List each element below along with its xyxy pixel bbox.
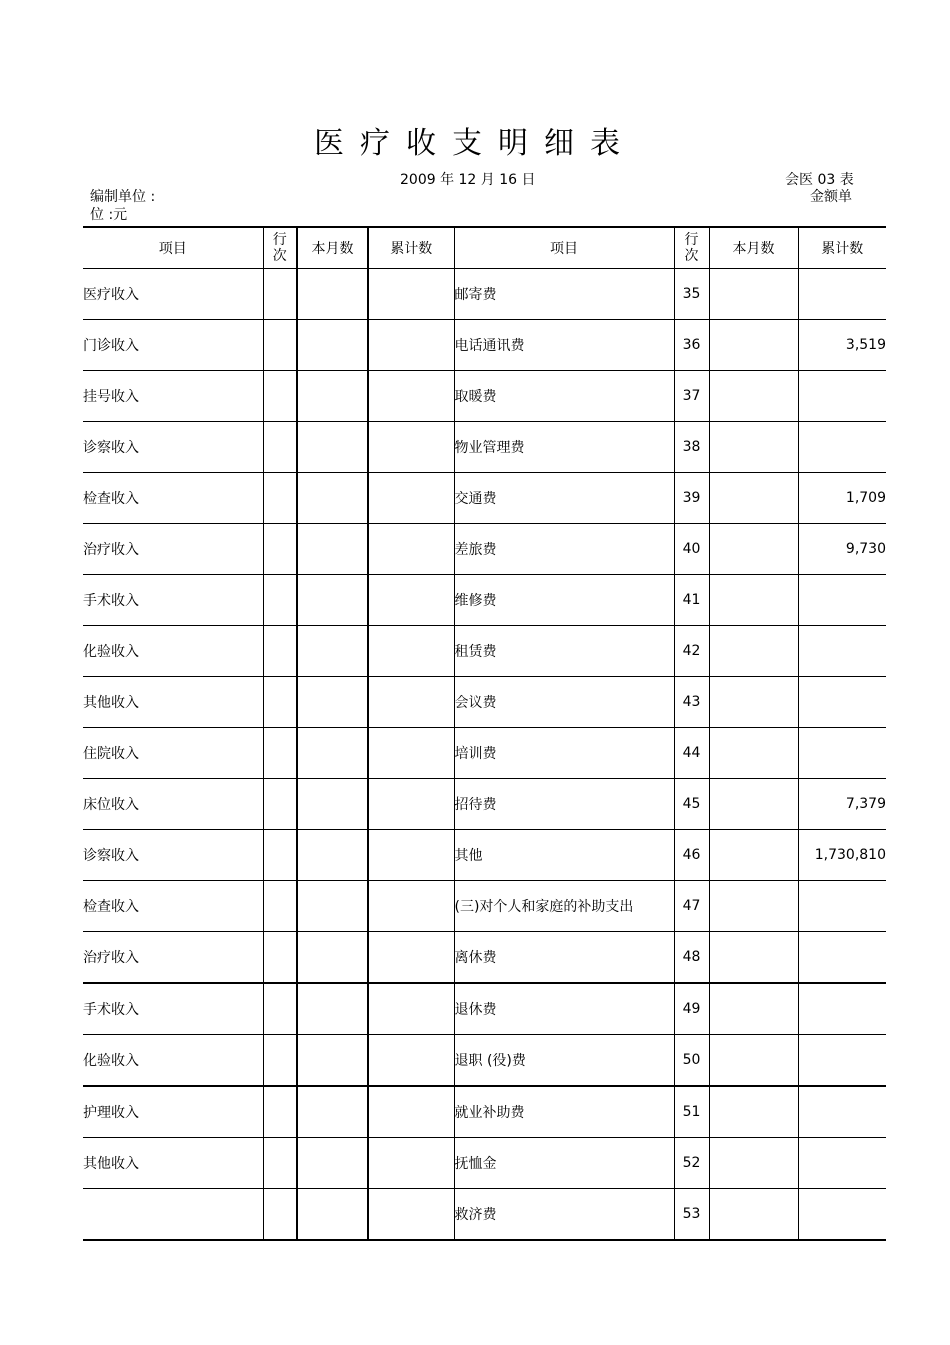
- income-expense-table: [83, 226, 886, 1241]
- table-row: [83, 320, 886, 371]
- right-this-month-cell: [709, 371, 798, 422]
- left-this-month-cell: [297, 473, 368, 524]
- table-row: [83, 371, 886, 422]
- right-row-no-cell: 43: [674, 677, 709, 728]
- left-this-month-cell: [297, 626, 368, 677]
- left-cumulative-cell: [368, 575, 454, 626]
- right-item-cell: 就业补助费: [454, 1086, 674, 1138]
- right-this-month-cell: [709, 677, 798, 728]
- right-row-no-cell: 47: [674, 881, 709, 932]
- right-cumulative-cell: [798, 422, 886, 473]
- right-cumulative-cell: 3,519: [798, 320, 886, 371]
- left-row-no-cell: [263, 728, 297, 779]
- table-row: [83, 830, 886, 881]
- col-header-this-month: 本月数: [297, 227, 368, 269]
- left-item-cell: 检查收入: [83, 473, 263, 524]
- col-header-row-no: [263, 227, 297, 269]
- right-item-cell: 取暖费: [454, 371, 674, 422]
- table-row: [83, 983, 886, 1035]
- col-header-this-month-2: 本月数: [709, 227, 798, 269]
- right-item-cell: 差旅费: [454, 524, 674, 575]
- left-item-cell: 化验收入: [83, 1035, 263, 1087]
- right-cumulative-cell: [798, 1035, 886, 1087]
- left-row-no-cell: [263, 524, 297, 575]
- left-item-cell: 床位收入: [83, 779, 263, 830]
- left-cumulative-cell: [368, 371, 454, 422]
- right-cumulative-cell: [798, 677, 886, 728]
- right-row-no-cell: 51: [674, 1086, 709, 1138]
- right-item-cell: 其他: [454, 830, 674, 881]
- left-cumulative-cell: [368, 677, 454, 728]
- right-cumulative-cell: [798, 626, 886, 677]
- left-item-cell: 住院收入: [83, 728, 263, 779]
- right-this-month-cell: [709, 1189, 798, 1241]
- left-row-no-cell: [263, 1035, 297, 1087]
- left-item-cell: 手术收入: [83, 983, 263, 1035]
- right-item-cell: 招待费: [454, 779, 674, 830]
- left-this-month-cell: [297, 371, 368, 422]
- left-item-cell: 手术收入: [83, 575, 263, 626]
- left-item-cell: 化验收入: [83, 626, 263, 677]
- left-this-month-cell: [297, 1086, 368, 1138]
- left-this-month-cell: [297, 269, 368, 320]
- right-row-no-cell: 52: [674, 1138, 709, 1189]
- col-header-row-no-b: [674, 227, 709, 269]
- left-item-cell: 其他收入: [83, 677, 263, 728]
- col-header-row-no-1: 行: [272, 232, 287, 248]
- right-this-month-cell: [709, 1086, 798, 1138]
- right-row-no-cell: 46: [674, 830, 709, 881]
- left-cumulative-cell: [368, 779, 454, 830]
- right-cumulative-cell: [798, 1189, 886, 1241]
- left-row-no-cell: [263, 830, 297, 881]
- left-item-cell: 其他收入: [83, 1138, 263, 1189]
- left-row-no-cell: [263, 575, 297, 626]
- right-row-no-cell: 42: [674, 626, 709, 677]
- right-this-month-cell: [709, 830, 798, 881]
- left-cumulative-cell: [368, 626, 454, 677]
- right-cumulative-cell: [798, 269, 886, 320]
- left-row-no-cell: [263, 932, 297, 984]
- right-item-cell: 租赁费: [454, 626, 674, 677]
- table-row: [83, 575, 886, 626]
- col-header-item: 项目: [83, 227, 263, 269]
- left-this-month-cell: [297, 830, 368, 881]
- left-this-month-cell: [297, 779, 368, 830]
- right-cumulative-cell: [798, 575, 886, 626]
- currency-unit-label: 金额单: [810, 189, 852, 205]
- right-row-no-cell: 48: [674, 932, 709, 984]
- right-item-cell: 抚恤金: [454, 1138, 674, 1189]
- left-row-no-cell: [263, 983, 297, 1035]
- left-cumulative-cell: [368, 524, 454, 575]
- right-cumulative-cell: 7,379: [798, 779, 886, 830]
- right-cumulative-cell: [798, 881, 886, 932]
- right-row-no-cell: 53: [674, 1189, 709, 1241]
- col-header-row-no-2: 次: [272, 248, 287, 264]
- right-cumulative-cell: [798, 371, 886, 422]
- report-date: 2009 年 12 月 16 日: [400, 172, 536, 188]
- right-item-cell: 退职 (役)费: [454, 1035, 674, 1087]
- left-this-month-cell: [297, 422, 368, 473]
- left-item-cell: 门诊收入: [83, 320, 263, 371]
- table-row: [83, 932, 886, 984]
- right-item-cell: 维修费: [454, 575, 674, 626]
- left-row-no-cell: [263, 1189, 297, 1241]
- left-cumulative-cell: [368, 1035, 454, 1087]
- left-cumulative-cell: [368, 320, 454, 371]
- right-this-month-cell: [709, 626, 798, 677]
- left-row-no-cell: [263, 779, 297, 830]
- left-row-no-cell: [263, 1138, 297, 1189]
- right-item-cell: 退休费: [454, 983, 674, 1035]
- table-row: [83, 677, 886, 728]
- right-this-month-cell: [709, 1138, 798, 1189]
- right-item-cell: 交通费: [454, 473, 674, 524]
- right-item-cell: 会议费: [454, 677, 674, 728]
- left-this-month-cell: [297, 524, 368, 575]
- left-row-no-cell: [263, 422, 297, 473]
- left-item-cell: 治疗收入: [83, 524, 263, 575]
- left-cumulative-cell: [368, 473, 454, 524]
- page-title: 医疗收支明细表: [314, 126, 636, 161]
- left-cumulative-cell: [368, 728, 454, 779]
- right-row-no-cell: 44: [674, 728, 709, 779]
- left-this-month-cell: [297, 677, 368, 728]
- left-row-no-cell: [263, 371, 297, 422]
- table-row: [83, 626, 886, 677]
- right-cumulative-cell: [798, 1086, 886, 1138]
- left-item-cell: 检查收入: [83, 881, 263, 932]
- left-item-cell: 治疗收入: [83, 932, 263, 984]
- right-row-no-cell: 39: [674, 473, 709, 524]
- left-item-cell: 医疗收入: [83, 269, 263, 320]
- right-item-cell: 培训费: [454, 728, 674, 779]
- right-cumulative-cell: 1,709: [798, 473, 886, 524]
- left-row-no-cell: [263, 881, 297, 932]
- col-header-row-no-b-1: 行: [684, 232, 699, 248]
- col-header-item-2: 项目: [454, 227, 674, 269]
- table-row: [83, 524, 886, 575]
- right-item-cell: 邮寄费: [454, 269, 674, 320]
- left-row-no-cell: [263, 626, 297, 677]
- left-row-no-cell: [263, 677, 297, 728]
- right-row-no-cell: 37: [674, 371, 709, 422]
- right-row-no-cell: 35: [674, 269, 709, 320]
- left-this-month-cell: [297, 320, 368, 371]
- left-cumulative-cell: [368, 1086, 454, 1138]
- right-this-month-cell: [709, 983, 798, 1035]
- table-row: [83, 422, 886, 473]
- col-header-cumulative: 累计数: [368, 227, 454, 269]
- left-this-month-cell: [297, 1138, 368, 1189]
- left-cumulative-cell: [368, 422, 454, 473]
- form-number: 会医 03 表: [785, 172, 854, 188]
- right-item-cell: 救济费: [454, 1189, 674, 1241]
- left-this-month-cell: [297, 932, 368, 984]
- right-this-month-cell: [709, 932, 798, 984]
- right-item-cell: 电话通讯费: [454, 320, 674, 371]
- right-cumulative-cell: [798, 932, 886, 984]
- right-this-month-cell: [709, 524, 798, 575]
- left-cumulative-cell: [368, 1189, 454, 1241]
- right-row-no-cell: 50: [674, 1035, 709, 1087]
- right-cumulative-cell: 9,730: [798, 524, 886, 575]
- right-row-no-cell: 45: [674, 779, 709, 830]
- table-row: [83, 1189, 886, 1241]
- right-this-month-cell: [709, 1035, 798, 1087]
- left-this-month-cell: [297, 881, 368, 932]
- right-item-cell: 离休费: [454, 932, 674, 984]
- right-this-month-cell: [709, 881, 798, 932]
- left-this-month-cell: [297, 1035, 368, 1087]
- table-row: [83, 881, 886, 932]
- right-cumulative-cell: [798, 1138, 886, 1189]
- left-item-cell: 诊察收入: [83, 422, 263, 473]
- left-item-cell: 挂号收入: [83, 371, 263, 422]
- table-row: [83, 1035, 886, 1087]
- right-this-month-cell: [709, 728, 798, 779]
- right-cumulative-cell: 1,730,810: [798, 830, 886, 881]
- right-this-month-cell: [709, 473, 798, 524]
- table-header-row: [83, 227, 886, 269]
- table-row: [83, 1138, 886, 1189]
- left-cumulative-cell: [368, 1138, 454, 1189]
- table-row: [83, 779, 886, 830]
- left-cumulative-cell: [368, 269, 454, 320]
- left-row-no-cell: [263, 1086, 297, 1138]
- right-row-no-cell: 36: [674, 320, 709, 371]
- col-header-cumulative-2: 累计数: [798, 227, 886, 269]
- org-label: 编制单位 :: [90, 189, 156, 205]
- right-this-month-cell: [709, 779, 798, 830]
- right-this-month-cell: [709, 269, 798, 320]
- org-label-cont: 位 :元: [90, 207, 128, 223]
- left-item-cell: 护理收入: [83, 1086, 263, 1138]
- right-cumulative-cell: [798, 983, 886, 1035]
- left-this-month-cell: [297, 983, 368, 1035]
- right-item-cell: 物业管理费: [454, 422, 674, 473]
- right-row-no-cell: 49: [674, 983, 709, 1035]
- left-item-cell: [83, 1189, 263, 1241]
- right-row-no-cell: 38: [674, 422, 709, 473]
- right-this-month-cell: [709, 575, 798, 626]
- left-this-month-cell: [297, 728, 368, 779]
- right-this-month-cell: [709, 422, 798, 473]
- table-row: [83, 269, 886, 320]
- left-cumulative-cell: [368, 830, 454, 881]
- right-this-month-cell: [709, 320, 798, 371]
- right-row-no-cell: 40: [674, 524, 709, 575]
- left-row-no-cell: [263, 473, 297, 524]
- left-item-cell: 诊察收入: [83, 830, 263, 881]
- left-this-month-cell: [297, 575, 368, 626]
- left-cumulative-cell: [368, 932, 454, 984]
- left-cumulative-cell: [368, 983, 454, 1035]
- right-cumulative-cell: [798, 728, 886, 779]
- right-row-no-cell: 41: [674, 575, 709, 626]
- right-item-cell: (三)对个人和家庭的补助支出: [454, 881, 674, 932]
- table-row: [83, 473, 886, 524]
- table-row: [83, 728, 886, 779]
- col-header-row-no-b-2: 次: [684, 248, 699, 264]
- left-this-month-cell: [297, 1189, 368, 1241]
- table-row: [83, 1086, 886, 1138]
- left-row-no-cell: [263, 269, 297, 320]
- left-row-no-cell: [263, 320, 297, 371]
- left-cumulative-cell: [368, 881, 454, 932]
